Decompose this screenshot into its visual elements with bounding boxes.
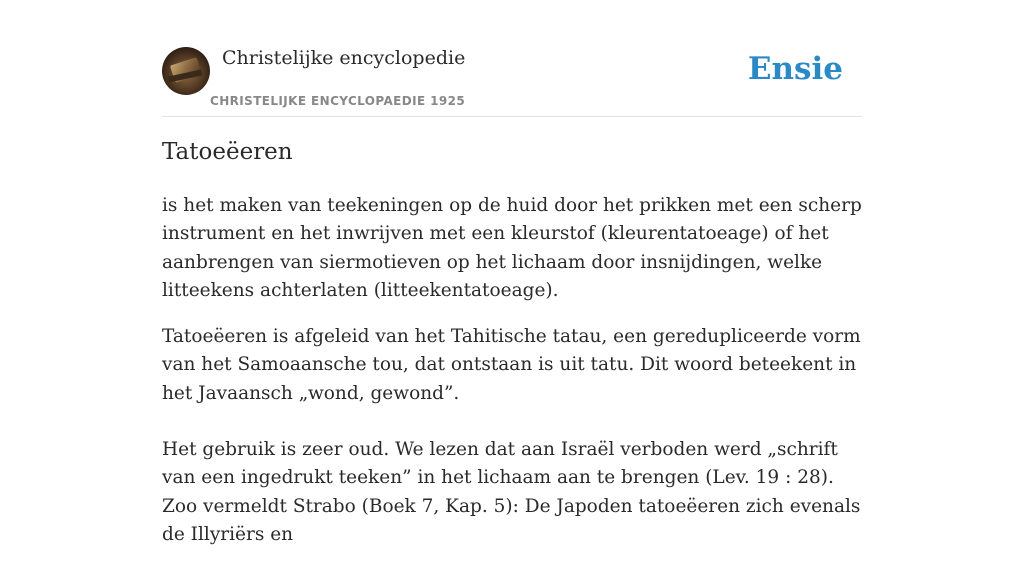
article-body bbox=[162, 192, 862, 567]
article-paragraph: Het gebruik is zeer oud. We lezen dat aan Israël verboden werd „schrift van een ingedrukt teeken” in het lichaam aan te brengen (Lev. 19 : 28). Zoo vermeldt Strabo (Boek 7, Kap. 5): De Japoden tatoeëeren zich evenals de Illyriërs en bbox=[162, 439, 861, 545]
article-paragraph: Tatoeëeren is afgeleid van het Tahitische tatau, een geredupliceerde vorm van het Samoaansche tou, dat ontstaan is uit tatu. Dit woord beteekent in het Javaansch „wond, gewond”. bbox=[162, 326, 861, 404]
book-photo-icon[interactable] bbox=[162, 47, 210, 95]
site-name-link[interactable]: Christelijke encyclopedie bbox=[222, 47, 466, 69]
site-subtitle-link[interactable]: CHRISTELIJKE ENCYCLOPAEDIE 1925 bbox=[210, 94, 466, 108]
article-paragraph: is het maken van teekeningen op de huid door het prikken met een scherp instrument en het inwrijven met een kleurstof (kleurentatoeage) of het aanbrengen van siermotieven op het lichaam door insnijdingen, welke litteekens achterlaten (litteekentatoeage). bbox=[162, 195, 862, 301]
article-title: Tatoeëeren bbox=[162, 139, 293, 165]
site-header bbox=[162, 46, 862, 117]
ensie-logo-link[interactable]: Ensie bbox=[747, 51, 843, 87]
